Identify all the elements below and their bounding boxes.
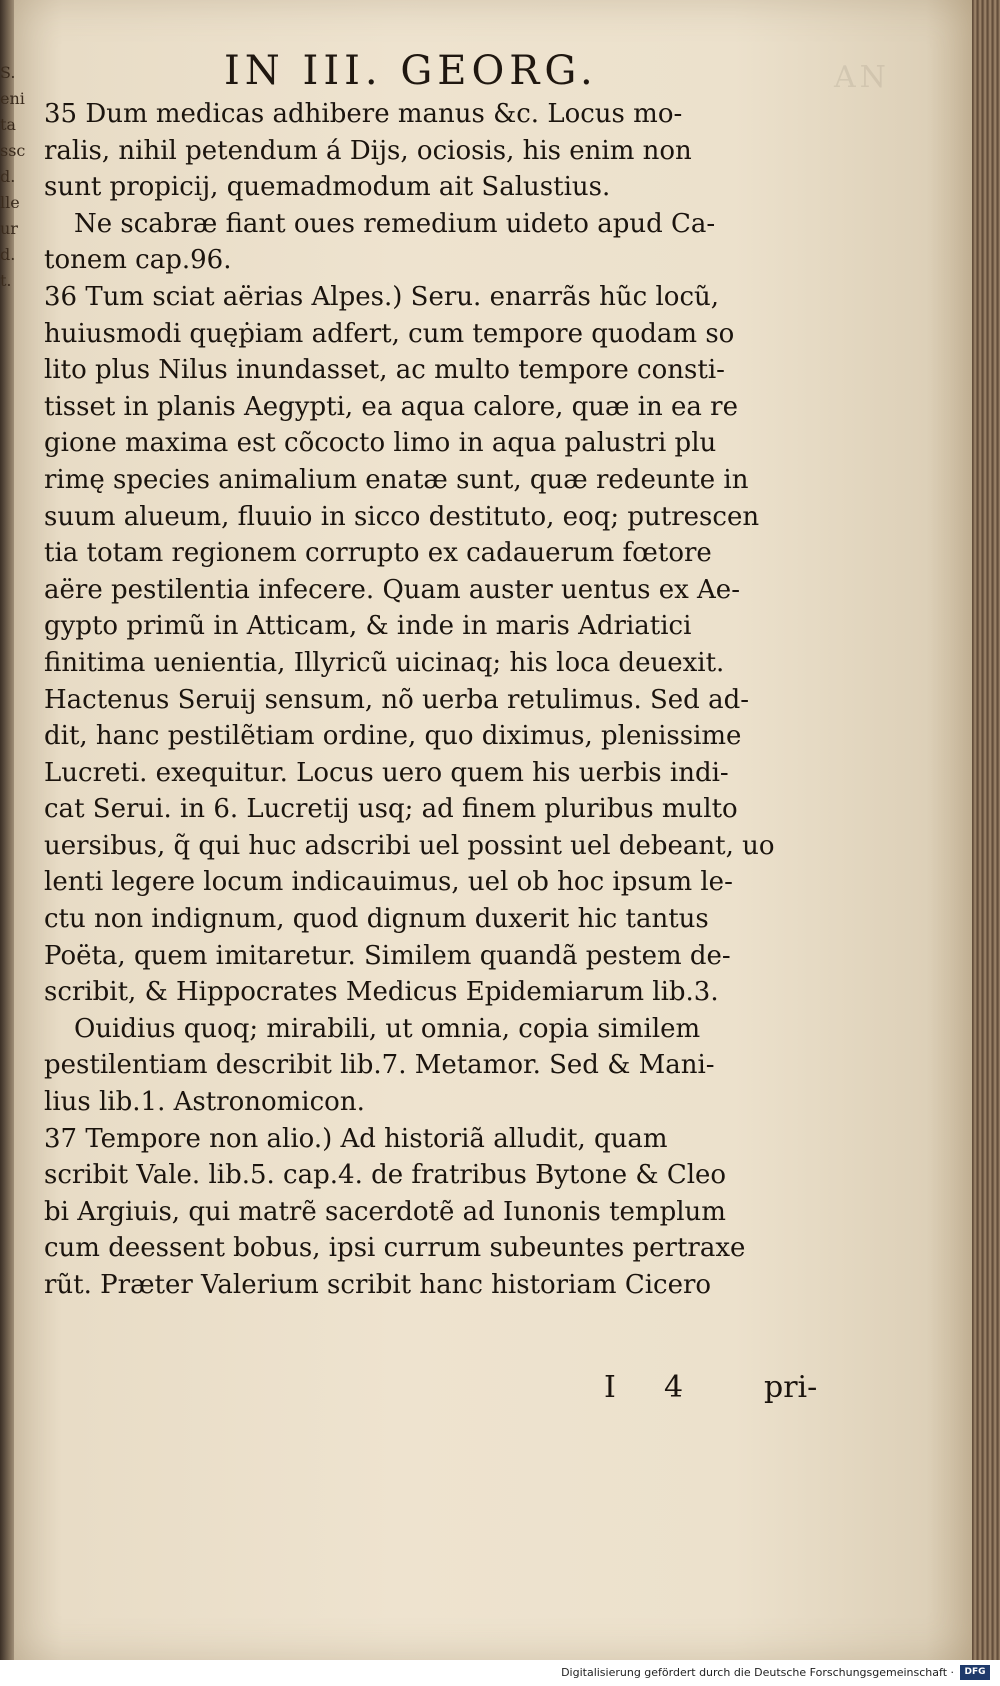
text-line: pestilentiam describit lib.7. Metamor. Sed & Mani- bbox=[44, 1050, 715, 1081]
catchline bbox=[604, 1370, 854, 1410]
signature-number: 4 bbox=[664, 1370, 684, 1405]
facing-page-fragment: d. bbox=[0, 245, 16, 264]
facing-page-fragments bbox=[0, 60, 26, 760]
page-body bbox=[44, 96, 854, 1304]
text-line: uersibus, q̃ qui huc adscribi uel possint uel debeant, uo bbox=[44, 830, 775, 861]
text-line: gypto primũ in Atticam, & inde in maris Adriatici bbox=[44, 611, 692, 642]
bleed-through-text: AN bbox=[834, 60, 890, 95]
text-line: dit, hanc pestilẽtiam ordine, quo diximus, plenissime bbox=[44, 721, 742, 752]
text-line: scribit, & Hippocrates Medicus Epidemiarum lib.3. bbox=[44, 977, 719, 1008]
text-line: tia totam regionem corrupto ex cadauerum fœtore bbox=[44, 538, 712, 569]
facing-page-fragment: eni bbox=[0, 89, 25, 108]
facing-page-fragment: ta bbox=[0, 115, 16, 134]
facing-page-fragment: d. bbox=[0, 167, 16, 186]
text-line: huiusmodi quęṗiam adfert, cum tempore quodam so bbox=[44, 318, 735, 349]
text-line: suum alueum, fluuio in sicco destituto, eoq; putrescen bbox=[44, 501, 760, 532]
signature-mark: I bbox=[604, 1370, 616, 1405]
text-line: 35 Dum medicas adhibere manus &c. Locus mo- bbox=[44, 99, 683, 129]
text-line: rũt. Præter Valerium scribit hanc historiam Cicero bbox=[44, 1270, 712, 1300]
text-line: finitima uenientia, Illyricũ uicinaq; his loca deuexit. bbox=[44, 647, 725, 678]
facing-page-fragment: t. bbox=[0, 271, 12, 290]
catchword: pri- bbox=[764, 1370, 818, 1405]
text-line: 37 Tempore non alio.) Ad historiã alludit, quam bbox=[44, 1123, 668, 1154]
text-line: Poëta, quem imitaretur. Similem quandã pestem de- bbox=[44, 940, 731, 971]
facing-page-fragment: ur bbox=[0, 219, 18, 238]
book-page bbox=[14, 0, 974, 1660]
text-line: ctu non indignum, quod dignum duxerit hic tantus bbox=[44, 904, 709, 935]
text-line: lito plus Nilus inundasset, ac multo tempore consti- bbox=[44, 355, 725, 386]
text-line: Ne scabræ fiant oues remedium uideto apud Ca- bbox=[74, 208, 716, 239]
text-line: scribit Vale. lib.5. cap.4. de fratribus Bytone & Cleo bbox=[44, 1160, 727, 1191]
funding-credit: Digitalisierung gefördert durch die Deutsche Forschungsgemeinschaft · bbox=[561, 1666, 954, 1679]
page-block-edges bbox=[972, 0, 1000, 1660]
facing-page-fragment: S. bbox=[0, 63, 16, 82]
text-line: sunt propicij, quemadmodum ait Salustius. bbox=[44, 172, 611, 203]
text-line: Lucreti. exequitur. Locus uero quem his uerbis indi- bbox=[44, 757, 729, 788]
text-line: 36 Tum sciat aërias Alpes.) Seru. enarrãs hũc locũ, bbox=[44, 281, 720, 312]
text-line: cum deessent bobus, ipsi currum subeuntes pertraxe bbox=[44, 1233, 746, 1264]
facing-page-fragment: ssc bbox=[0, 141, 26, 160]
text-line: ralis, nihil petendum á Dijs, ociosis, his enim non bbox=[44, 135, 692, 166]
facing-page-fragment: lle bbox=[0, 193, 20, 212]
text-line: lius lib.1. Astronomicon. bbox=[44, 1087, 365, 1118]
text-line: gione maxima est cõcocto limo in aqua palustri plu bbox=[44, 428, 717, 459]
dfg-logo: DFG bbox=[960, 1665, 990, 1680]
text-line: Hactenus Seruij sensum, nõ uerba retulimus. Sed ad- bbox=[44, 684, 750, 715]
text-line: lenti legere locum indicauimus, uel ob hoc ipsum le- bbox=[44, 867, 733, 898]
text-line: Ouidius quoq; mirabili, ut omnia, copia similem bbox=[74, 1013, 701, 1044]
text-line: tonem cap.96. bbox=[44, 245, 232, 276]
footer-bar bbox=[0, 1660, 1000, 1686]
text-line: aëre pestilentia infecere. Quam auster uentus ex Ae- bbox=[44, 574, 740, 605]
running-header: IN III. GEORG. bbox=[224, 48, 598, 94]
text-line: tisset in planis Aegypti, ea aqua calore, quæ in ea re bbox=[44, 391, 739, 422]
text-line: cat Serui. in 6. Lucretij usq; ad finem pluribus multo bbox=[44, 794, 738, 825]
text-line: rimę species animalium enatæ sunt, quæ redeunte in bbox=[44, 464, 749, 495]
text-line: bi Argiuis, qui matrẽ sacerdotẽ ad Iunonis templum bbox=[44, 1196, 726, 1227]
